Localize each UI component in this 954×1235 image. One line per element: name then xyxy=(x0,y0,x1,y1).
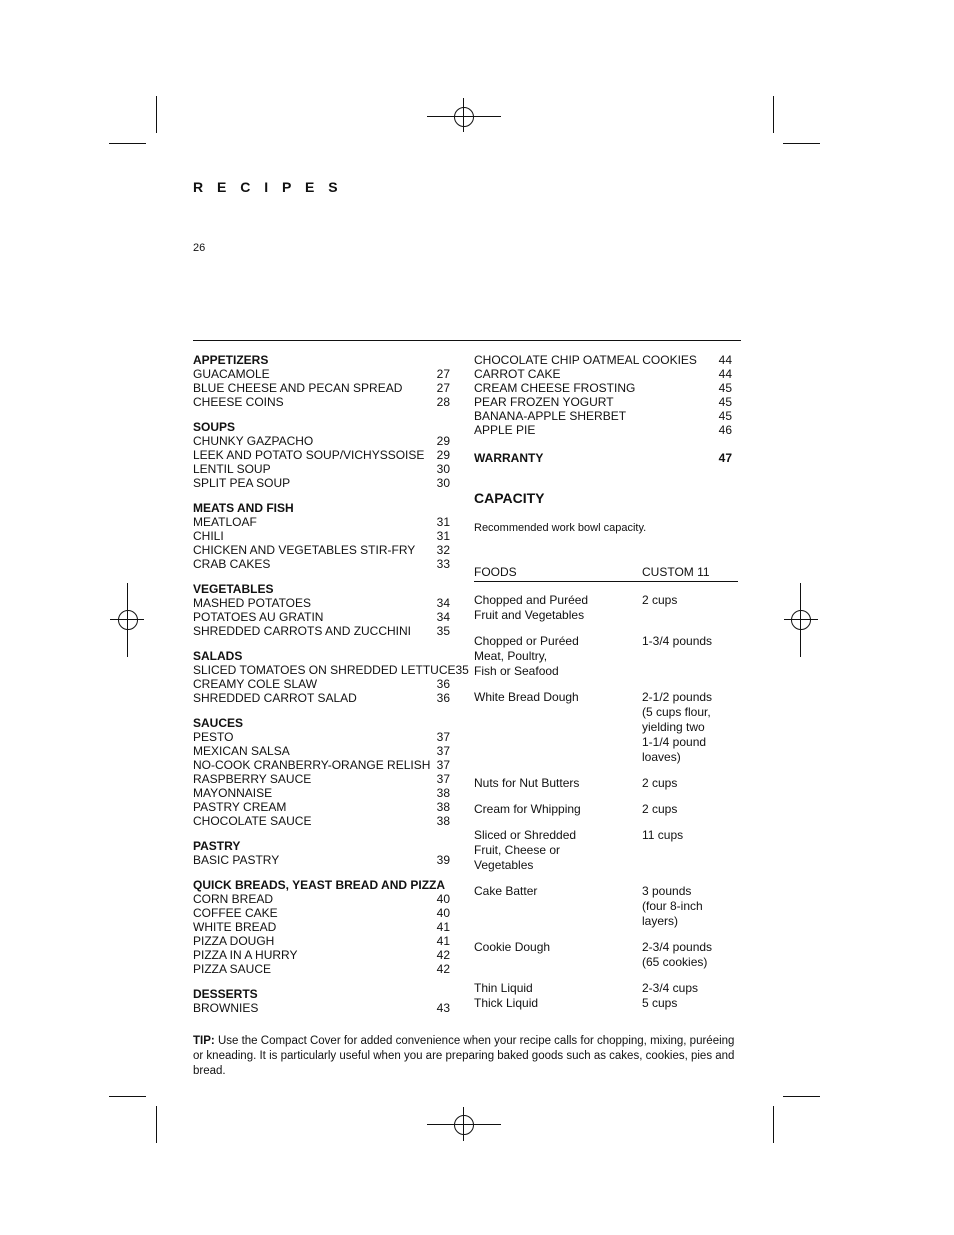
toc-entry-page: 27 xyxy=(436,381,450,395)
toc-entry-name: CHOCOLATE SAUCE xyxy=(193,814,312,828)
toc-entry[interactable] xyxy=(193,962,450,976)
toc-entry-page: 42 xyxy=(436,962,450,976)
toc-entry-name: CREAM CHEESE FROSTING xyxy=(474,381,636,395)
capacity-food: Chopped or Puréed Meat, Poultry, Fish or Seafood xyxy=(474,634,579,678)
toc-section-title: PASTRY xyxy=(193,839,241,853)
toc-entry[interactable] xyxy=(193,434,450,448)
capacity-row xyxy=(474,593,738,623)
top-divider xyxy=(193,340,741,341)
toc-entry-name: WHITE BREAD xyxy=(193,920,277,934)
capacity-food: Cake Batter xyxy=(474,884,538,898)
capacity-heading: CAPACITY xyxy=(474,490,545,506)
capacity-amount: 2 cups xyxy=(642,593,678,607)
capacity-food: Cream for Whipping xyxy=(474,802,581,816)
capacity-amount: 1-3/4 pounds xyxy=(642,634,713,648)
toc-entry-name: BASIC PASTRY xyxy=(193,853,280,867)
toc-entry[interactable] xyxy=(193,543,450,557)
toc-entry[interactable] xyxy=(193,814,450,828)
toc-entry-page: 40 xyxy=(436,906,450,920)
toc-entry-name: GUACAMOLE xyxy=(193,367,270,381)
capacity-food: Nuts for Nut Butters xyxy=(474,776,580,790)
toc-section-title: SAUCES xyxy=(193,716,244,730)
toc-entry-name: POTATOES AU GRATIN xyxy=(193,610,324,624)
toc-entry-page: 38 xyxy=(436,786,450,800)
toc-entry[interactable] xyxy=(193,610,450,624)
toc-entry-name: CREAMY COLE SLAW xyxy=(193,677,318,691)
toc-entry-page: 34 xyxy=(436,596,450,610)
toc-entry[interactable] xyxy=(193,663,469,677)
toc-entry-name: LENTIL SOUP xyxy=(193,462,271,476)
toc-entry-page: 36 xyxy=(436,691,450,705)
capacity-food: Sliced or Shredded Fruit, Cheese or Vegetables xyxy=(474,828,577,872)
toc-entry-page: 31 xyxy=(436,515,450,529)
toc-entry[interactable] xyxy=(474,395,732,409)
capacity-row xyxy=(474,981,738,996)
toc-entry[interactable] xyxy=(193,677,450,691)
toc-warranty-label: WARRANTY xyxy=(474,451,544,465)
toc-entry-page: 39 xyxy=(436,853,450,867)
toc-entry-name: CHICKEN AND VEGETABLES STIR-FRY xyxy=(193,543,416,557)
crop-mark-bottom-right-h xyxy=(783,1096,820,1097)
toc-entry-page: 29 xyxy=(436,448,450,462)
toc-right-column xyxy=(474,353,732,465)
crop-mark-top-left-h xyxy=(109,143,146,144)
toc-entry-name: APPLE PIE xyxy=(474,423,536,437)
toc-section-title: MEATS AND FISH xyxy=(193,501,294,515)
toc-entry-name: SHREDDED CARROT SALAD xyxy=(193,691,357,705)
toc-entry-name: MEXICAN SALSA xyxy=(193,744,290,758)
toc-left-column xyxy=(193,353,469,1026)
crop-mark-top-left-v xyxy=(156,96,157,133)
toc-entry[interactable] xyxy=(193,557,450,571)
toc-entry-page: 34 xyxy=(436,610,450,624)
toc-entry[interactable] xyxy=(193,515,450,529)
toc-entry-page: 35 xyxy=(455,663,469,677)
toc-entry-name: CARROT CAKE xyxy=(474,367,561,381)
toc-entry-page: 32 xyxy=(436,543,450,557)
toc-entry-name: PEAR FROZEN YOGURT xyxy=(474,395,614,409)
toc-entry-page: 37 xyxy=(436,744,450,758)
toc-entry-page: 27 xyxy=(436,367,450,381)
toc-section xyxy=(193,878,450,976)
toc-entry-page: 44 xyxy=(718,353,732,367)
capacity-amount: 11 cups xyxy=(642,828,684,842)
toc-section xyxy=(193,839,450,867)
toc-entry-page: 30 xyxy=(436,462,450,476)
toc-entry[interactable] xyxy=(193,730,450,744)
toc-warranty[interactable] xyxy=(474,451,732,465)
toc-entry-name: COFFEE CAKE xyxy=(193,906,278,920)
toc-entry-name: CRAB CAKES xyxy=(193,557,271,571)
toc-section xyxy=(193,987,450,1015)
toc-entry[interactable] xyxy=(193,448,450,462)
toc-entry-name: MEATLOAF xyxy=(193,515,257,529)
capacity-amount: 2-3/4 cups xyxy=(642,981,699,995)
toc-entry-page: 37 xyxy=(436,730,450,744)
toc-entry[interactable] xyxy=(193,758,450,772)
toc-entry-page: 45 xyxy=(718,409,732,423)
toc-entry[interactable] xyxy=(474,353,732,367)
toc-entry-page: 44 xyxy=(718,367,732,381)
toc-entry-name: PIZZA SAUCE xyxy=(193,962,272,976)
tip-text: Use the Compact Cover for added convenience when your recipe calls for chopping, mixing, puréeing or kneading. It is particularly useful when you are preparing baked goods such as cakes, cookies, pies and bread. xyxy=(193,1035,735,1077)
toc-entry-name: MASHED POTATOES xyxy=(193,596,312,610)
toc-entry[interactable] xyxy=(474,423,732,437)
toc-entry-name: LEEK AND POTATO SOUP/VICHYSSOISE xyxy=(193,448,425,462)
toc-entry-page: 30 xyxy=(436,476,450,490)
toc-entry-name: SLICED TOMATOES ON SHREDDED LETTUCE xyxy=(193,663,456,677)
toc-section xyxy=(193,582,450,638)
toc-entry[interactable] xyxy=(474,381,732,395)
toc-section-title: APPETIZERS xyxy=(193,353,269,367)
toc-entry-name: CHUNKY GAZPACHO xyxy=(193,434,314,448)
toc-entry-page: 41 xyxy=(436,934,450,948)
toc-entry-page: 36 xyxy=(436,677,450,691)
toc-entry-name: BROWNIES xyxy=(193,1001,259,1015)
toc-entry-page: 41 xyxy=(436,920,450,934)
capacity-row xyxy=(474,828,738,873)
toc-section-title: DESSERTS xyxy=(193,987,258,1001)
tip-label: TIP: xyxy=(193,1035,215,1047)
capacity-row xyxy=(474,802,738,817)
toc-entry[interactable] xyxy=(474,367,732,381)
toc-entry[interactable] xyxy=(193,906,450,920)
toc-entry[interactable] xyxy=(193,462,450,476)
toc-entry-name: PIZZA IN A HURRY xyxy=(193,948,298,962)
toc-entry[interactable] xyxy=(193,934,450,948)
toc-entry-name: PESTO xyxy=(193,730,234,744)
toc-entry-page: 38 xyxy=(436,800,450,814)
capacity-amount: 2-1/2 pounds (5 cups flour, yielding two 1-1/4 pound loaves) xyxy=(642,690,713,764)
toc-entry-page: 40 xyxy=(436,892,450,906)
crop-mark-bottom-left-h xyxy=(109,1096,146,1097)
toc-entry[interactable] xyxy=(193,367,450,381)
capacity-subtitle: Recommended work bowl capacity. xyxy=(474,522,647,534)
toc-section xyxy=(474,353,732,437)
toc-entry[interactable] xyxy=(193,786,450,800)
crop-mark-top-right-h xyxy=(783,143,820,144)
toc-section xyxy=(193,716,450,828)
capacity-table xyxy=(474,565,738,1011)
page-title: R E C I P E S xyxy=(193,179,343,195)
toc-entry-name: BLUE CHEESE AND PECAN SPREAD xyxy=(193,381,403,395)
capacity-row xyxy=(474,690,738,765)
toc-entry-name: RASPBERRY SAUCE xyxy=(193,772,312,786)
toc-entry-name: NO-COOK CRANBERRY-ORANGE RELISH xyxy=(193,758,431,772)
toc-entry[interactable] xyxy=(193,920,450,934)
capacity-row xyxy=(474,940,738,970)
toc-entry-name: SHREDDED CARROTS AND ZUCCHINI xyxy=(193,624,412,638)
capacity-food: Thick Liquid xyxy=(474,996,539,1010)
toc-entry-page: 45 xyxy=(718,395,732,409)
toc-entry-page: 37 xyxy=(436,758,450,772)
toc-entry-name: PASTRY CREAM xyxy=(193,800,287,814)
toc-entry[interactable] xyxy=(193,395,450,409)
toc-entry[interactable] xyxy=(193,744,450,758)
toc-entry[interactable] xyxy=(193,892,450,906)
toc-entry[interactable] xyxy=(474,409,732,423)
toc-section-title: QUICK BREADS, YEAST BREAD AND PIZZA xyxy=(193,878,446,892)
capacity-row xyxy=(474,776,738,791)
capacity-amount: 2 cups xyxy=(642,802,678,816)
tip-paragraph xyxy=(193,1034,738,1079)
crop-mark-bottom-right-v xyxy=(773,1106,774,1143)
toc-section-title: SOUPS xyxy=(193,420,236,434)
capacity-food: White Bread Dough xyxy=(474,690,579,704)
toc-section xyxy=(193,420,450,490)
toc-entry[interactable] xyxy=(193,381,450,395)
toc-warranty-page: 47 xyxy=(718,451,732,465)
capacity-amount: 2 cups xyxy=(642,776,678,790)
toc-entry[interactable] xyxy=(193,529,450,543)
toc-entry[interactable] xyxy=(193,772,450,786)
toc-entry[interactable] xyxy=(193,1001,450,1015)
toc-entry-name: CHOCOLATE CHIP OATMEAL COOKIES xyxy=(474,353,697,367)
toc-entry-page: 31 xyxy=(436,529,450,543)
toc-entry-page: 37 xyxy=(436,772,450,786)
capacity-row xyxy=(474,996,738,1011)
toc-entry[interactable] xyxy=(193,691,450,705)
toc-entry[interactable] xyxy=(193,853,450,867)
toc-section xyxy=(193,501,450,571)
page-number: 26 xyxy=(193,242,206,254)
toc-entry-page: 45 xyxy=(718,381,732,395)
toc-entry[interactable] xyxy=(193,476,450,490)
toc-entry-name: CHEESE COINS xyxy=(193,395,284,409)
capacity-table-header xyxy=(474,565,738,582)
toc-entry[interactable] xyxy=(193,596,450,610)
toc-entry-page: 42 xyxy=(436,948,450,962)
toc-entry-name: PIZZA DOUGH xyxy=(193,934,275,948)
toc-entry-name: BANANA-APPLE SHERBET xyxy=(474,409,627,423)
toc-entry-name: CORN BREAD xyxy=(193,892,274,906)
capacity-amount: 2-3/4 pounds (65 cookies) xyxy=(642,940,713,969)
toc-section xyxy=(193,353,450,409)
capacity-food: Chopped and Puréed Fruit and Vegetables xyxy=(474,593,589,622)
toc-entry-page: 35 xyxy=(436,624,450,638)
toc-section-title: SALADS xyxy=(193,649,243,663)
toc-entry-page: 46 xyxy=(718,423,732,437)
toc-entry-page: 28 xyxy=(436,395,450,409)
header-foods: FOODS xyxy=(474,565,517,579)
toc-entry-name: CHILI xyxy=(193,529,224,543)
toc-entry[interactable] xyxy=(193,624,450,638)
toc-entry-name: MAYONNAISE xyxy=(193,786,273,800)
toc-section xyxy=(193,649,469,705)
crop-mark-top-right-v xyxy=(773,96,774,133)
toc-entry-page: 33 xyxy=(436,557,450,571)
crop-mark-bottom-left-v xyxy=(156,1106,157,1143)
capacity-amount: 5 cups xyxy=(642,996,678,1010)
toc-section-title: VEGETABLES xyxy=(193,582,274,596)
toc-entry-page: 38 xyxy=(436,814,450,828)
capacity-food: Thin Liquid xyxy=(474,981,533,995)
capacity-row xyxy=(474,884,738,929)
toc-entry[interactable] xyxy=(193,800,450,814)
toc-entry-page: 29 xyxy=(436,434,450,448)
capacity-amount: 3 pounds (four 8-inch layers) xyxy=(642,884,703,928)
toc-entry-name: SPLIT PEA SOUP xyxy=(193,476,291,490)
capacity-row xyxy=(474,634,738,679)
toc-entry-page: 43 xyxy=(436,1001,450,1015)
capacity-food: Cookie Dough xyxy=(474,940,551,954)
toc-entry[interactable] xyxy=(193,948,450,962)
header-custom: CUSTOM 11 xyxy=(642,565,710,579)
